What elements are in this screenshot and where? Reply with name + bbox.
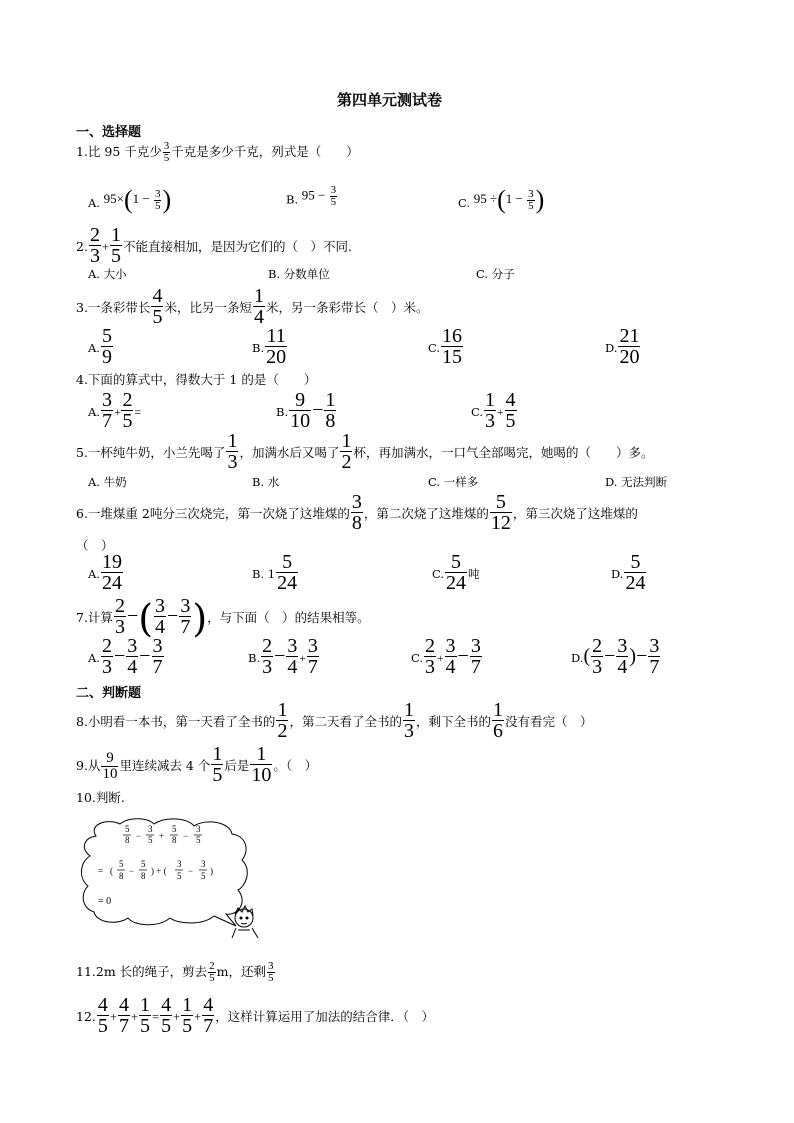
- q3-option-d[interactable]: D. $\frac{21}{20}$: [605, 325, 640, 368]
- q1-option-b[interactable]: B. 95 − $\frac{3}{5}$: [286, 184, 337, 208]
- q7-option-a[interactable]: A. $\frac{2}{3}$ − $\frac{3}{4}$ − $\frac{3}{7}$: [88, 635, 163, 678]
- svg-text:8: 8: [119, 871, 124, 881]
- q3-option-b[interactable]: B. $\frac{11}{20}$: [252, 325, 287, 368]
- svg-text:=: =: [98, 866, 104, 876]
- question-7: 7.计算 $\frac{2}{3}$ −( $\frac{3}{4}$ − $\frac{3}{7}$ )，与下面（ ）的结果相等。: [76, 595, 370, 641]
- question-1-text-b: 千克是多少千克，列式是（ ）: [171, 144, 359, 159]
- q2-option-b[interactable]: B. 分数单位: [268, 267, 330, 281]
- thought-cloud-image: [78, 816, 260, 940]
- question-1: [76, 141, 359, 164]
- question-11: 11.2m 长的绳子，剪去 $\frac{2}{5}$ m，还剩 $\frac{3}{5}$: [76, 960, 274, 984]
- question-4: 4.下面的算式中，得数大于 1 的是（ ）: [76, 372, 317, 387]
- q6-option-b[interactable]: B. 1 $\frac{5}{24}$: [252, 551, 298, 594]
- svg-text:−: −: [188, 866, 194, 876]
- question-9: 9.从 $\frac{9}{10}$ 里连续减去 4 个 $\frac{1}{5}$ 后是 $\frac{1}{10}$ 。（ ）: [76, 743, 318, 786]
- question-6: 6.一堆煤重 2吨分三次烧完，第一次烧了这堆煤的 $\frac{3}{8}$ ，第二次烧了这堆煤的 $\frac{5}{12}$ ，第三次烧了这堆煤的: [76, 491, 638, 534]
- q4-option-b[interactable]: B. $\frac{9}{10}$ − $\frac{1}{8}$: [276, 389, 336, 432]
- q7-option-d[interactable]: D.( $\frac{2}{3}$ − $\frac{3}{4}$ )− $\frac{3}{7}$: [571, 635, 660, 678]
- q5-option-a[interactable]: A. 牛奶: [88, 475, 127, 489]
- svg-text:5: 5: [119, 859, 124, 869]
- q7-option-c[interactable]: C. $\frac{2}{3}$ + $\frac{3}{4}$ − $\frac{3}{7}$: [411, 635, 481, 678]
- q5-option-b[interactable]: B. 水: [252, 475, 280, 489]
- q5-option-d[interactable]: D. 无法判断: [605, 475, 668, 489]
- svg-text:3: 3: [177, 859, 182, 869]
- fraction: $\frac{3}{5}$: [163, 140, 170, 164]
- svg-text:5: 5: [148, 835, 153, 845]
- svg-text:−: −: [183, 831, 189, 841]
- q6-option-a[interactable]: A. $\frac{19}{24}$: [88, 551, 122, 594]
- svg-text:8: 8: [125, 835, 130, 845]
- svg-text:3: 3: [148, 824, 153, 834]
- svg-text:5: 5: [172, 824, 177, 834]
- question-8: 8.小明看一本书，第一天看了全书的 $\frac{1}{2}$ ，第二天看了全书的 $\frac{1}{3}$ ，剩下全书的 $\frac{1}{6}$ 没有看完（ ）: [76, 699, 593, 742]
- q6-option-d[interactable]: D. $\frac{5}{24}$: [611, 551, 646, 594]
- svg-text:5: 5: [201, 871, 206, 881]
- svg-text:−: −: [136, 831, 142, 841]
- svg-text:3: 3: [201, 859, 206, 869]
- q1-option-c[interactable]: C. 95 ÷(1 − $\frac{3}{5}$ ): [458, 185, 545, 214]
- svg-text:(: (: [110, 866, 113, 876]
- section-heading-choice: 一、选择题: [76, 125, 142, 140]
- svg-text:) + (: ) + (: [151, 866, 167, 876]
- svg-text:3: 3: [196, 824, 201, 834]
- svg-text:5: 5: [141, 859, 146, 869]
- question-10: 10.判断.: [76, 790, 125, 805]
- q1-option-a[interactable]: A. 95×(1 − $\frac{3}{5}$ ): [88, 185, 172, 214]
- svg-text:): ): [210, 866, 213, 876]
- svg-text:+: +: [159, 831, 165, 841]
- svg-text:8: 8: [141, 871, 146, 881]
- svg-text:−: −: [129, 866, 135, 876]
- q2-option-c[interactable]: C. 分子: [476, 267, 515, 281]
- question-2: 2. $\frac{2}{3}$ + $\frac{1}{5}$ 不能直接相加，是因为它们的（ ）不同.: [76, 224, 352, 267]
- svg-text:5: 5: [196, 835, 201, 845]
- q2-option-a[interactable]: A. 大小: [88, 267, 127, 281]
- svg-text:8: 8: [172, 835, 177, 845]
- q3-option-a[interactable]: A. $\frac{5}{9}$: [88, 325, 112, 368]
- svg-text:5: 5: [177, 871, 182, 881]
- q4-option-a[interactable]: A. $\frac{3}{7}$ + $\frac{2}{5}$ =: [88, 389, 141, 432]
- question-3: 3.一条彩带长 $\frac{4}{5}$ 米，比另一条短 $\frac{1}{4}$ 米，另一条彩带长（ ）米。: [76, 285, 429, 328]
- q3-option-c[interactable]: C. $\frac{16}{15}$: [428, 325, 463, 368]
- section-heading-judge: 二、判断题: [76, 686, 142, 701]
- q6-option-c[interactable]: C. $\frac{5}{24}$ 吨: [432, 551, 480, 594]
- question-6-blank: （ ）: [76, 538, 114, 553]
- question-5: 5.一杯纯牛奶，小兰先喝了 $\frac{1}{3}$ ，加满水后又喝了 $\frac{1}{2}$ 杯，再加满水，一口气全部喝完，她喝的（ ）多。: [76, 430, 654, 473]
- q7-option-b[interactable]: B. $\frac{2}{3}$ − $\frac{3}{4}$ + $\frac{3}{7}$: [248, 635, 318, 678]
- cloud-result: = 0: [98, 896, 112, 907]
- q4-option-c[interactable]: C. $\frac{1}{3}$ + $\frac{4}{5}$: [471, 389, 516, 432]
- question-12: 12. $\frac{4}{5}$ + $\frac{4}{7}$ + $\frac{1}{5}$ = $\frac{4}{5}$ + $\frac{1}{5}$ + $\frac{4}{7}$ ，这样计算运用了加法的结合律．（ ）: [76, 994, 434, 1037]
- question-1-text-a: 1.比 95 千克少: [76, 144, 162, 159]
- svg-text:5: 5: [125, 824, 130, 834]
- page-title: 第四单元测试卷: [337, 91, 443, 109]
- q5-option-c[interactable]: C. 一样多: [428, 475, 479, 489]
